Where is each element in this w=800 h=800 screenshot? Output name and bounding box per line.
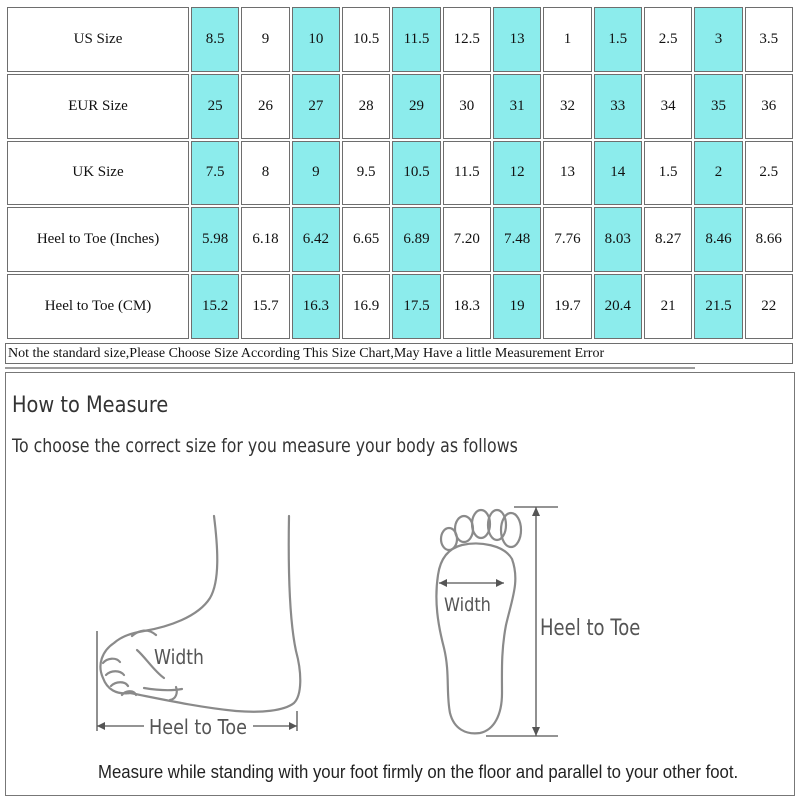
- size-row: [7, 74, 793, 139]
- size-cell: 17.5: [392, 274, 440, 339]
- size-cell: 30: [443, 74, 491, 139]
- size-cell: 6.42: [292, 207, 340, 272]
- size-cell: 9: [241, 7, 289, 72]
- size-note-box: [5, 343, 793, 364]
- size-cell: 3: [694, 7, 742, 72]
- size-cell: 16.9: [342, 274, 390, 339]
- size-row: [7, 274, 793, 339]
- size-cell: 7.20: [443, 207, 491, 272]
- size-cell: 8.03: [594, 207, 642, 272]
- size-cell: 25: [191, 74, 239, 139]
- side-heel-to-toe-label: Heel to Toe: [149, 717, 247, 740]
- size-cell: 1.5: [644, 141, 692, 206]
- size-cell: 5.98: [191, 207, 239, 272]
- size-cell: 2.5: [644, 7, 692, 72]
- size-cell: 33: [594, 74, 642, 139]
- side-foot-icon: [100, 516, 300, 712]
- size-cell: 8: [241, 141, 289, 206]
- size-row-label: EUR Size: [7, 74, 189, 139]
- size-cell: 3.5: [745, 7, 793, 72]
- size-cell: 27: [292, 74, 340, 139]
- size-cell: 22: [745, 274, 793, 339]
- size-cell: 6.89: [392, 207, 440, 272]
- sole-width-label: Width: [444, 594, 491, 617]
- size-table: [5, 5, 795, 341]
- side-width-label: Width: [153, 646, 204, 670]
- size-cell: 6.18: [241, 207, 289, 272]
- size-cell: 16.3: [292, 274, 340, 339]
- size-cell: 32: [543, 74, 591, 139]
- size-note: Not the standard size,Please Choose Size According This Size Chart,May Have a little Measurement Error: [8, 346, 605, 361]
- how-to-measure-subtitle: To choose the correct size for you measure your body as follows: [12, 435, 518, 457]
- size-cell: 12: [493, 141, 541, 206]
- size-cell: 1.5: [594, 7, 642, 72]
- size-cell: 10.5: [342, 7, 390, 72]
- size-cell: 7.5: [191, 141, 239, 206]
- size-cell: 13: [493, 7, 541, 72]
- size-cell: 20.4: [594, 274, 642, 339]
- size-cell: 6.65: [342, 207, 390, 272]
- size-row: [7, 141, 793, 206]
- size-cell: 2.5: [745, 141, 793, 206]
- size-cell: 11.5: [392, 7, 440, 72]
- size-row: [7, 7, 793, 72]
- how-to-measure-title: How to Measure: [12, 393, 169, 418]
- size-cell: 21: [644, 274, 692, 339]
- size-row: [7, 207, 793, 272]
- size-cell: 8.5: [191, 7, 239, 72]
- size-cell: 31: [493, 74, 541, 139]
- size-row-label: Heel to Toe (CM): [7, 274, 189, 339]
- sole-width-arrow: [439, 579, 504, 587]
- size-cell: 19: [493, 274, 541, 339]
- size-cell: 9.5: [342, 141, 390, 206]
- size-row-label: Heel to Toe (Inches): [7, 207, 189, 272]
- size-cell: 2: [694, 141, 742, 206]
- size-cell: 7.76: [543, 207, 591, 272]
- size-cell: 9: [292, 141, 340, 206]
- how-to-measure-panel: [5, 372, 795, 796]
- size-cell: 34: [644, 74, 692, 139]
- note-divider: [5, 367, 695, 369]
- size-cell: 29: [392, 74, 440, 139]
- size-cell: 11.5: [443, 141, 491, 206]
- size-cell: 8.66: [745, 207, 793, 272]
- size-cell: 14: [594, 141, 642, 206]
- size-cell: 15.7: [241, 274, 289, 339]
- size-cell: 15.2: [191, 274, 239, 339]
- size-cell: 8.46: [694, 207, 742, 272]
- size-cell: 8.27: [644, 207, 692, 272]
- size-cell: 7.48: [493, 207, 541, 272]
- size-cell: 10.5: [392, 141, 440, 206]
- size-cell: 13: [543, 141, 591, 206]
- size-cell: 28: [342, 74, 390, 139]
- size-row-label: US Size: [7, 7, 189, 72]
- size-row-label: UK Size: [7, 141, 189, 206]
- size-cell: 36: [745, 74, 793, 139]
- size-cell: 10: [292, 7, 340, 72]
- size-cell: 18.3: [443, 274, 491, 339]
- sole-foot-icon: [436, 510, 521, 733]
- measure-instruction: Measure while standing with your foot firmly on the floor and parallel to your other foot.: [98, 762, 739, 782]
- size-cell: 26: [241, 74, 289, 139]
- size-cell: 19.7: [543, 274, 591, 339]
- size-cell: 35: [694, 74, 742, 139]
- size-cell: 1: [543, 7, 591, 72]
- size-cell: 21.5: [694, 274, 742, 339]
- sole-heel-to-toe-label: Heel to Toe: [540, 614, 641, 641]
- size-cell: 12.5: [443, 7, 491, 72]
